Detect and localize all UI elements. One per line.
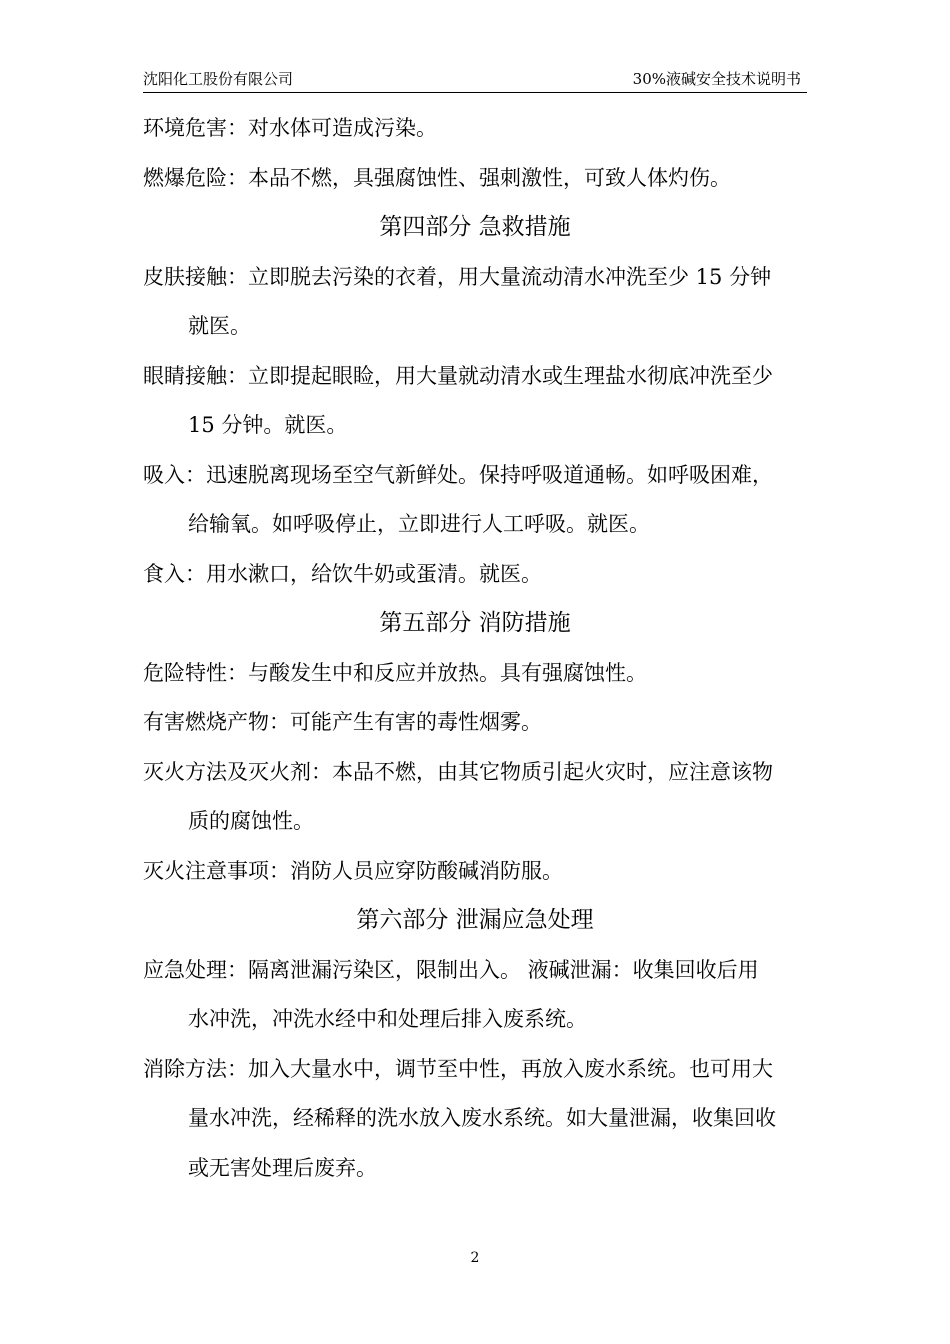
paragraph-line: 消除方法：加入大量水中，调节至中性，再放入废水系统。也可用大 — [143, 1056, 773, 1081]
header-doc-title: 30%液碱安全技术说明书 — [632, 70, 801, 88]
paragraph-line: 吸入：迅速脱离现场至空气新鲜处。保持呼吸道通畅。如呼吸困难， — [143, 462, 773, 487]
document-body — [143, 104, 807, 1193]
paragraph-line: 眼睛接触：立即提起眼睑，用大量就动清水或生理盐水彻底冲洗至少 — [143, 363, 773, 388]
header-company: 沈阳化工股份有限公司 — [143, 70, 294, 88]
paragraph-line: 灭火注意事项：消防人员应穿防酸碱消防服。 — [143, 858, 563, 883]
paragraph-line: 食入：用水漱口，给饮牛奶或蛋清。就医。 — [143, 561, 542, 586]
section-heading: 第六部分 泄漏应急处理 — [356, 907, 594, 933]
paragraph-continuation: 水冲洗，冲洗水经中和处理后排入废系统。 — [188, 1007, 587, 1031]
page-header — [143, 68, 807, 93]
paragraph-continuation: 量水冲洗，经稀释的洗水放入废水系统。如大量泄漏，收集回收 — [188, 1106, 776, 1130]
paragraph-line: 燃爆危险：本品不燃，具强腐蚀性、强刺激性，可致人体灼伤。 — [143, 165, 731, 190]
paragraph-line: 有害燃烧产物：可能产生有害的毒性烟雾。 — [143, 710, 542, 734]
paragraph-continuation: 15 分钟。就医。 — [188, 413, 348, 437]
paragraph-line: 危险特性：与酸发生中和反应并放热。具有强腐蚀性。 — [143, 660, 647, 685]
paragraph-continuation: 给输氧。如呼吸停止，立即进行人工呼吸。就医。 — [188, 512, 650, 536]
section-heading: 第四部分 急救措施 — [379, 214, 571, 240]
paragraph-continuation: 或无害处理后废弃。 — [188, 1155, 377, 1180]
paragraph-line: 应急处理：隔离泄漏污染区，限制出入。 液碱泄漏：收集回收后用 — [143, 957, 759, 982]
paragraph-line: 灭火方法及灭火剂：本品不燃，由其它物质引起火灾时，应注意该物 — [143, 759, 773, 784]
section-heading: 第五部分 消防措施 — [379, 610, 571, 636]
paragraph-continuation: 质的腐蚀性。 — [188, 809, 314, 833]
page-number: 2 — [470, 1250, 480, 1266]
paragraph-line: 环境危害：对水体可造成污染。 — [143, 116, 437, 140]
paragraph-continuation: 就医。 — [188, 314, 251, 338]
paragraph-line: 皮肤接触：立即脱去污染的衣着，用大量流动清水冲洗至少 15 分钟 — [143, 264, 772, 289]
